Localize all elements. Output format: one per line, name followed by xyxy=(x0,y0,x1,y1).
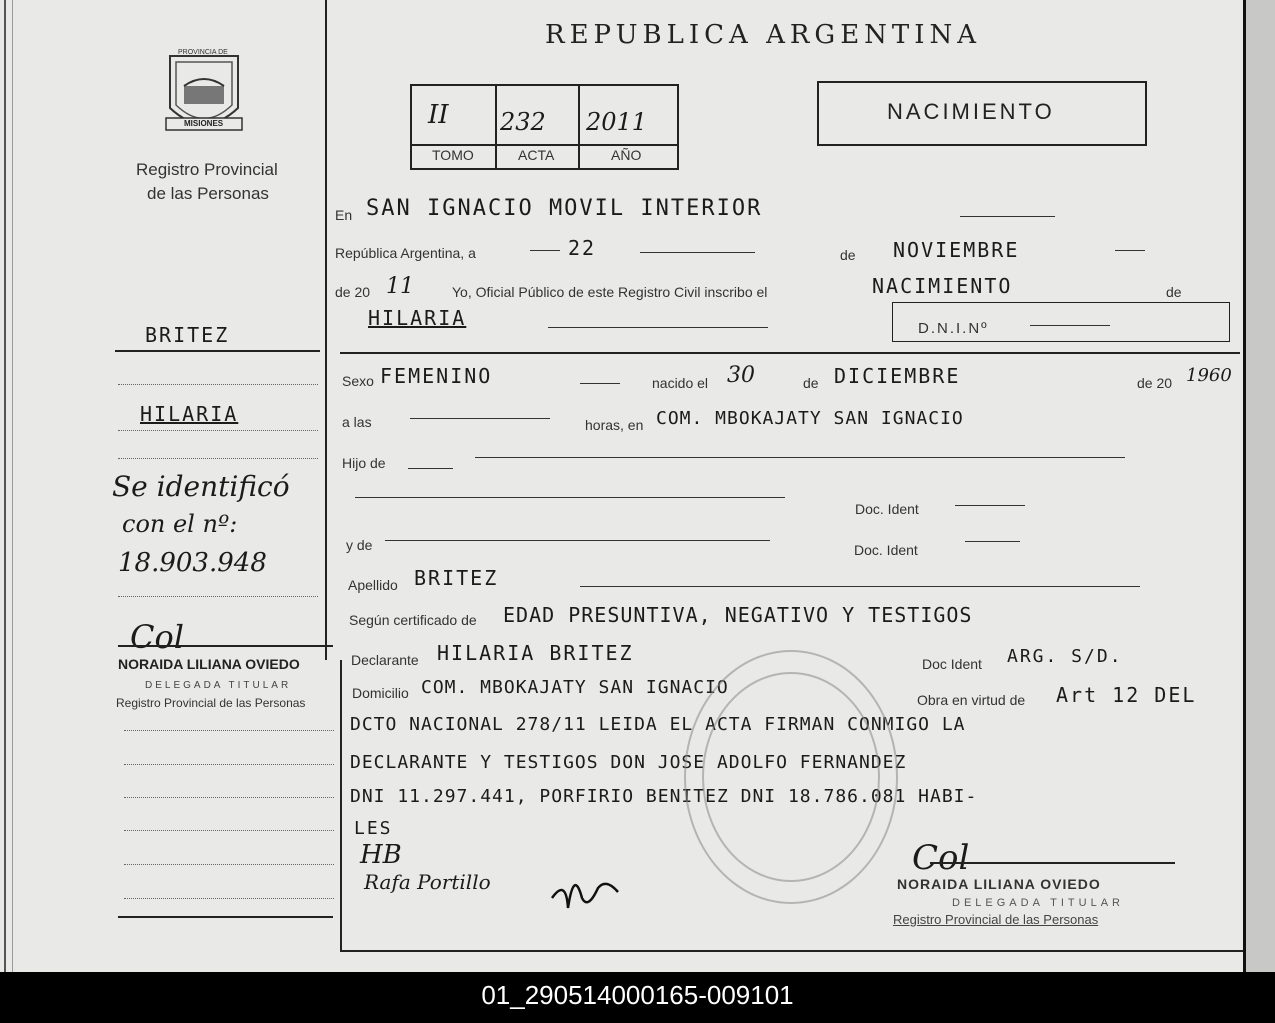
margin-line xyxy=(115,350,320,352)
address-value: COM. MBOKAJATY SAN IGNACIO xyxy=(421,677,729,698)
fill-line xyxy=(640,252,755,253)
nacido-label: nacido el xyxy=(652,375,709,391)
tomo-value: II xyxy=(428,100,449,130)
sex-value: FEMENINO xyxy=(380,364,493,388)
body-line-2: DECLARANTE Y TESTIGOS DON JOSE ADOLFO FERNANDEZ xyxy=(350,752,907,773)
certificate-value: EDAD PRESUNTIVA, NEGATIVO Y TESTIGOS xyxy=(503,603,973,627)
signature-initials: HB xyxy=(360,840,402,870)
yde-label: y de xyxy=(346,537,373,553)
fill-line xyxy=(960,216,1055,217)
doc1-label: Doc. Ident xyxy=(855,501,919,517)
record-box-divider xyxy=(410,144,677,146)
anio-value: 2011 xyxy=(586,108,648,136)
hijo-label: Hijo de xyxy=(342,455,386,471)
margin-rule xyxy=(118,596,318,597)
margin-official-role: DELEGADA TITULAR xyxy=(145,680,292,691)
alas-label: a las xyxy=(342,414,372,430)
en-label: En xyxy=(335,207,353,223)
margin-rule xyxy=(124,764,334,765)
country-title: REPUBLICA ARGENTINA xyxy=(545,20,982,50)
article-value: Art 12 DEL xyxy=(1056,683,1197,707)
seal-province-text: PROVINCIA DE xyxy=(178,49,228,56)
margin-divider xyxy=(340,660,342,950)
official-stamp-inner xyxy=(702,672,880,882)
birth-year-value: 1960 xyxy=(1186,365,1232,386)
record-box-divider xyxy=(495,84,497,168)
segun-label: Según certificado de xyxy=(349,612,477,628)
seal-name-text: MISIONES xyxy=(184,119,224,128)
page-edge xyxy=(12,0,13,972)
official-registry: Registro Provincial de las Personas xyxy=(893,912,1099,927)
de2-label: de xyxy=(1166,284,1182,300)
fill-line xyxy=(965,541,1020,542)
fill-line xyxy=(580,586,1140,587)
de3-label: de xyxy=(803,375,819,391)
margin-rule xyxy=(124,898,334,899)
bottom-rule xyxy=(340,950,1243,952)
official-name: NORAIDA LILIANA OVIEDO xyxy=(897,876,1101,892)
margin-rule xyxy=(124,830,334,831)
birth-month-value: DICIEMBRE xyxy=(834,364,961,388)
record-box-divider xyxy=(578,84,580,168)
page-edge xyxy=(4,0,6,972)
birth-year-prefix: de 20 xyxy=(1137,375,1173,391)
signature-scribble-icon xyxy=(548,848,628,918)
fill-line xyxy=(408,468,453,469)
anio-label: AÑO xyxy=(611,147,642,163)
de-label: de xyxy=(840,247,856,263)
registry-title: Registro Provincial xyxy=(136,160,278,179)
declarant-value: HILARIA BRITEZ xyxy=(437,641,634,665)
fill-line xyxy=(355,497,785,498)
margin-line xyxy=(118,916,333,918)
fill-line xyxy=(475,457,1125,458)
file-id-label: 01_290514000165-009101 xyxy=(0,972,1275,1023)
margin-official-name: NORAIDA LILIANA OVIEDO xyxy=(118,656,300,672)
obra-label: Obra en virtud de xyxy=(917,692,1026,708)
page-gutter xyxy=(1246,0,1275,972)
dni-label: D.N.I.Nº xyxy=(918,320,989,337)
margin-note-line3: 18.903.948 xyxy=(118,548,267,578)
fill-line xyxy=(530,250,560,251)
month-value: NOVIEMBRE xyxy=(893,238,1020,262)
name-value: HILARIA xyxy=(368,306,467,330)
margin-rule xyxy=(124,797,334,798)
margin-rule xyxy=(124,864,334,865)
margin-rule xyxy=(124,730,334,731)
docident-label: Doc Ident xyxy=(922,656,982,672)
declarant-doc-value: ARG. S/D. xyxy=(1007,646,1123,667)
sexo-label: Sexo xyxy=(342,373,374,389)
place-value: SAN IGNACIO MOVIL INTERIOR xyxy=(366,196,763,221)
act-kind-value: NACIMIENTO xyxy=(872,274,1013,298)
apellido-value: BRITEZ xyxy=(414,566,499,590)
signature-witness: Rafa Portillo xyxy=(364,870,491,894)
year-value: 11 xyxy=(386,274,414,299)
margin-given-name: HILARIA xyxy=(140,402,239,426)
official-role: DELEGADA TITULAR xyxy=(952,897,1124,909)
domicilio-label: Domicilio xyxy=(352,685,409,701)
day-value: 22 xyxy=(568,236,597,260)
margin-rule xyxy=(118,430,318,431)
fill-line xyxy=(1115,250,1145,251)
section-rule xyxy=(340,352,1240,354)
fill-line xyxy=(385,540,770,541)
signature-line xyxy=(930,862,1175,864)
fill-line xyxy=(548,327,768,328)
horas-label: horas, en xyxy=(585,417,644,433)
margin-surname: BRITEZ xyxy=(145,323,230,347)
margin-rule xyxy=(118,458,318,459)
acta-value: 232 xyxy=(500,108,546,136)
margin-signature-line xyxy=(118,645,333,647)
margin-signature: Col xyxy=(130,618,184,656)
fill-line xyxy=(580,383,620,384)
tomo-label: TOMO xyxy=(432,147,474,163)
fill-line xyxy=(955,505,1025,506)
birth-place-value: COM. MBOKAJATY SAN IGNACIO xyxy=(656,408,964,429)
birth-day-value: 30 xyxy=(727,363,755,388)
doc2-label: Doc. Ident xyxy=(854,542,918,558)
fill-line xyxy=(1030,325,1110,326)
body-line-1: DCTO NACIONAL 278/11 LEIDA EL ACTA FIRMAN CONMIGO LA xyxy=(350,714,966,735)
margin-rule xyxy=(118,384,318,385)
margin-note-line1: Se identificó xyxy=(112,470,290,503)
official-signature: Col xyxy=(912,838,970,878)
year-prefix-label: de 20 xyxy=(335,284,371,300)
declarante-label: Declarante xyxy=(351,652,419,668)
fill-line xyxy=(410,418,550,419)
margin-note-line2: con el nº: xyxy=(122,510,238,538)
doc-type-title: NACIMIENTO xyxy=(887,99,1055,124)
apellido-label: Apellido xyxy=(348,577,398,593)
margin-divider xyxy=(325,0,327,660)
registry-subtitle: de las Personas xyxy=(147,184,269,203)
oficial-label: Yo, Oficial Público de este Registro Civil inscribo el xyxy=(452,284,768,300)
acta-label: ACTA xyxy=(518,147,555,163)
margin-official-registry: Registro Provincial de las Personas xyxy=(116,696,306,710)
republica-label: República Argentina, a xyxy=(335,245,476,261)
body-line-4: LES xyxy=(354,818,393,839)
body-line-3: DNI 11.297.441, PORFIRIO BENITEZ DNI 18.786.081 HABI- xyxy=(350,786,978,807)
